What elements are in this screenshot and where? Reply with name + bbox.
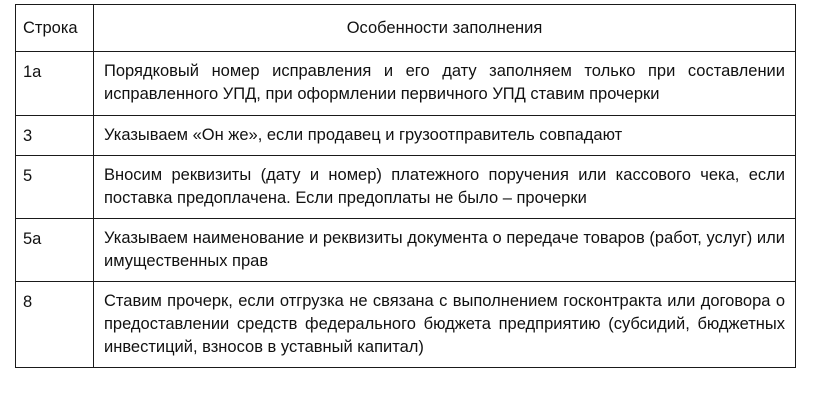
upd-filling-table-container xyxy=(15,4,796,368)
table-row xyxy=(16,116,796,156)
upd-filling-table xyxy=(15,4,796,368)
row-description: Вносим реквизиты (дату и номер) платежного поручения или кассового чека, если поставка предоплачена. Если предоплаты не было – прочерки xyxy=(94,156,796,219)
row-line-number: 5 xyxy=(16,156,94,219)
table-row xyxy=(16,282,796,368)
table-header-row xyxy=(16,5,796,52)
table-row xyxy=(16,219,796,282)
table-row xyxy=(16,156,796,219)
column-header-line: Строка xyxy=(16,5,94,52)
row-line-number: 8 xyxy=(16,282,94,368)
column-header-description: Особенности заполнения xyxy=(94,5,796,52)
row-line-number: 1а xyxy=(16,52,94,116)
row-description: Указываем наименование и реквизиты документа о передаче товаров (работ, услуг) или имущественных прав xyxy=(94,219,796,282)
row-description: Порядковый номер исправления и его дату заполняем только при составлении исправленного УПД, при оформлении первичного УПД ставим прочерки xyxy=(94,52,796,116)
row-description: Ставим прочерк, если отгрузка не связана с выполнением госконтракта или договора о предоставлении средств федерального бюджета предприятию (субсидий, бюджетных инвестиций, взносов в уставный капитал) xyxy=(94,282,796,368)
row-line-number: 5а xyxy=(16,219,94,282)
table-row xyxy=(16,52,796,116)
row-line-number: 3 xyxy=(16,116,94,156)
row-description: Указываем «Он же», если продавец и грузоотправитель совпадают xyxy=(94,116,796,156)
